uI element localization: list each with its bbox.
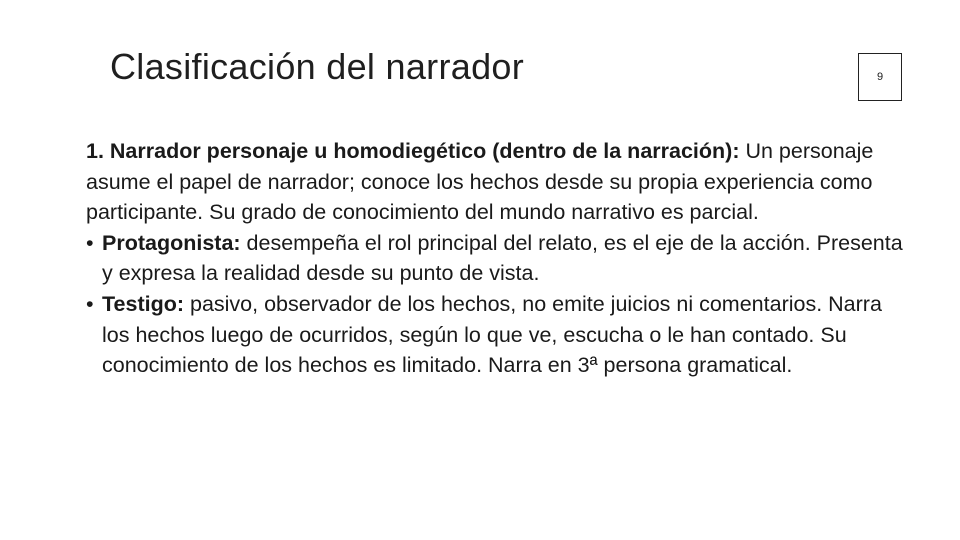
bullet-text: desempeña el rol principal del relato, es el eje de la acción. Presenta y expresa la realidad desde su punto de vista. xyxy=(102,230,903,286)
bullet-term: Protagonista: xyxy=(102,230,241,255)
bullet-icon: • xyxy=(86,230,94,255)
page-number-box xyxy=(858,53,902,101)
slide-title: Clasificación del narrador xyxy=(110,46,524,87)
intro-paragraph xyxy=(86,136,906,228)
page-number: 9 xyxy=(876,71,884,83)
bullet-icon: • xyxy=(86,291,94,316)
bullet-text: pasivo, observador de los hechos, no emite juicios ni comentarios. Narra los hechos luego de ocurridos, según lo que ve, escucha o le han contado. Su conocimiento de los hechos es limitado. Narra en 3ª persona gramatical. xyxy=(102,291,882,378)
bullet-protagonista xyxy=(86,228,906,289)
slide-body xyxy=(86,136,906,381)
intro-text: Un personaje asume el papel de narrador; conoce los hechos desde su propia experiencia como participante. Su grado de conocimiento del mundo narrativo es parcial. xyxy=(86,139,874,225)
bullet-term: Testigo: xyxy=(102,291,185,316)
bullet-testigo xyxy=(86,289,906,381)
intro-heading: 1. Narrador personaje u homodiegético (dentro de la narración): xyxy=(86,139,740,163)
